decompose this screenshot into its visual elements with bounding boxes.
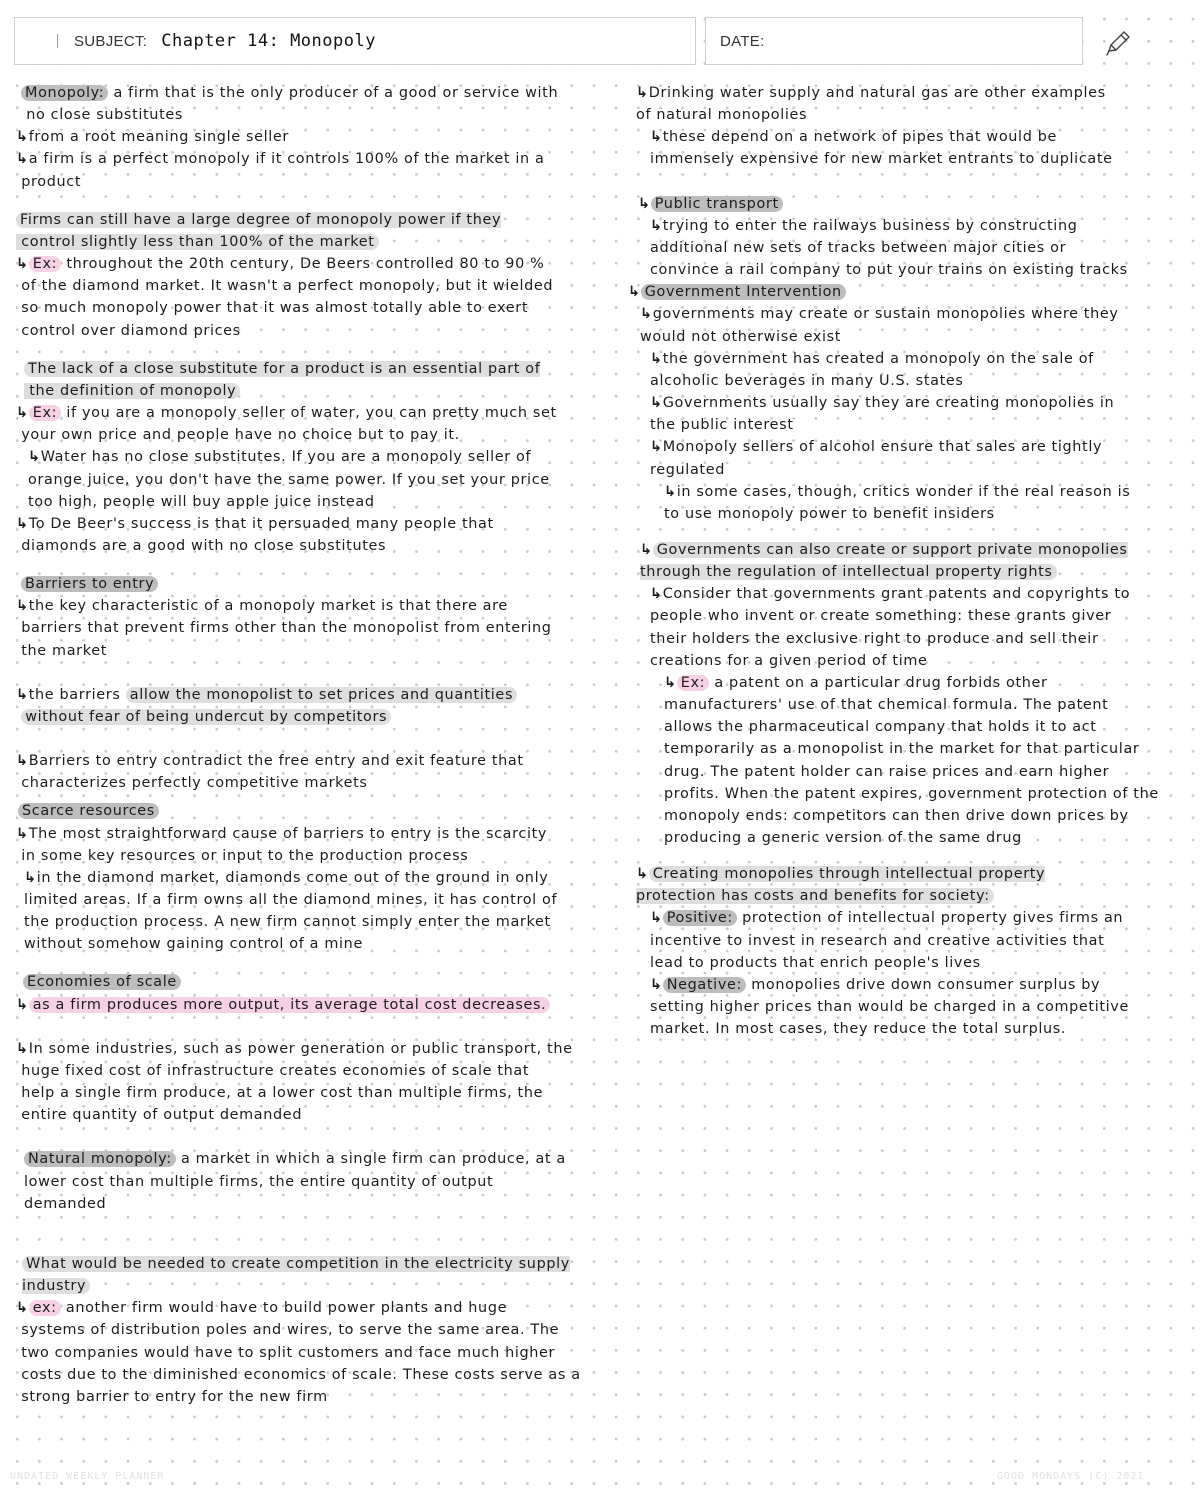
bullet-arrow-icon: ↳ [638,195,651,212]
note-block [16,867,616,956]
highlighted-note: allow the monopolist to set prices and quantities [126,687,517,703]
note-text: a market in which a single firm can produce, at a lower cost than multiple firms, the entire quantity of output demanded [24,1151,566,1212]
note-block [16,823,616,867]
note-block [16,82,616,126]
bullet-arrow-icon: ↳ [650,910,663,927]
bullet-arrow-icon: ↳ [650,395,663,412]
note-block [16,342,616,402]
note-text: these depend on a network of pipes that would be immensely expensive for new market entrants to duplicate [650,129,1113,168]
note-block [628,82,1188,126]
note-text: from a root meaning single seller [28,129,289,146]
notes-left-column [16,82,616,1408]
highlighted-note: What would be needed to create competition in the electricity supply industry [22,1255,570,1295]
note-text: Barriers to entry contradict the free entry and exit feature that characterizes perfectly competitive markets [21,753,524,792]
bullet-arrow-icon: ↳ [16,256,29,273]
note-block [628,436,1188,480]
note-text: The most straightforward cause of barriers to entry is the scarcity in some key resources or input to the production process [21,825,548,864]
bullet-arrow-icon: ↳ [636,85,649,101]
note-block [628,849,1188,907]
note-block [628,281,1188,303]
highlighted-note: Firms can still have a large degree of monopoly power if they control slightly less than 100% of the market [16,212,501,250]
highlighted-note: Governments can also create or support private monopolies through the regulation of intellectual property rights [640,541,1128,581]
bullet-arrow-icon: ↳ [16,151,29,168]
note-text: Consider that governments grant patents and copyrights to people who invent or create something: these grants giver their holders the exclusive right to produce and sell their creations for a given period of time [650,586,1131,669]
note-text: in some cases, though, critics wonder if the real reason is to use monopoly power to benefit insiders [664,483,1131,522]
note-block [628,392,1188,436]
note-text: Water has no close substitutes. If you are a monopoly seller of orange juice, you don't have the same power. If you set your price too high, people will buy apple juice instead [28,449,550,510]
highlighted-term: Monopoly: [21,85,108,101]
note-text: a firm that is the only producer of a good or service with no close substitutes [26,85,559,124]
note-block [628,672,1188,849]
bullet-arrow-icon: ↳ [650,217,663,234]
note-block [628,303,1188,347]
bullet-arrow-icon: ↳ [650,350,663,367]
bullet-arrow-icon: ↳ [16,753,29,770]
highlighted-term: Negative: [663,977,746,993]
subject-label: SUBJECT: [74,32,148,50]
pink-highlight: Ex: [29,405,61,421]
bullet-arrow-icon: ↳ [24,869,37,886]
bullet-arrow-icon: ↳ [16,598,29,615]
bullet-arrow-icon: ↳ [650,439,663,456]
note-block [628,171,1188,215]
bullet-arrow-icon: ↳ [16,686,29,703]
note-text: the key characteristic of a monopoly market is that there are barriers that prevent firms other than the monopolist from entering the market [21,598,552,659]
highlighted-term: Government Intervention [641,284,846,300]
pink-highlight: as a firm produces more output, its average total cost decreases. [29,997,551,1013]
bullet-arrow-icon: ↳ [16,515,29,532]
note-block [16,253,616,342]
note-block [16,148,616,192]
note-block [628,525,1188,583]
highlighted-note: Creating monopolies through intellectual property protection has costs and benefits for society: [636,866,1046,905]
note-block [16,994,616,1016]
note-text: In some industries, such as power generation or public transport, the huge fixed cost of infrastructure creates economies of scale that help a single firm produce, at a lower cost than multiple firms, the entire quantity of output demanded [21,1040,573,1124]
note-block [16,557,616,595]
date-label: DATE: [720,32,765,50]
note-text: governments may create or sustain monopolies where they would not otherwise exist [640,306,1119,345]
footer-brand-left: UNDATED WEEKLY PLANNER [10,1471,165,1482]
note-text: monopolies drive down consumer surplus by setting higher prices than would be charged in a competitive market. In most cases, they reduce the total surplus. [650,976,1129,1038]
note-block [16,1126,616,1214]
note-text: trying to enter the railways business by constructing additional new sets of tracks between major cities or convince a rail company to put your trains on existing tracks [650,217,1128,279]
note-block [16,402,616,446]
highlighted-term: Scarce resources [18,803,159,819]
bullet-arrow-icon: ↳ [16,825,29,842]
note-block [16,1016,616,1127]
note-block [16,1215,616,1297]
note-block [16,595,616,661]
note-block [16,794,616,822]
note-block [16,728,616,794]
note-text: Drinking water supply and natural gas are other examples of natural monopolies [636,85,1106,124]
highlighted-term: Positive: [663,910,737,926]
bullet-arrow-icon: ↳ [16,996,29,1013]
note-block [16,446,616,512]
pencil-icon[interactable] [1103,28,1133,58]
note-text: another firm would have to build power plants and huge systems of distribution poles and wires, to serve the same area. The two companies would have to split customers and face much higher costs due to the diminished economics of scale. These costs serve as a strong barrier to entry for the new firm [21,1300,581,1405]
note-text: the government has created a monopoly on the sale of alcoholic beverages in many U.S. states [650,350,1094,389]
bullet-arrow-icon: ↳ [664,674,677,691]
bullet-arrow-icon: ↳ [650,976,663,993]
note-block [16,513,616,557]
note-text: throughout the 20th century, De Beers controlled 80 to 90 % of the diamond market. It wasn't a perfect monopoly, but it wielded so much monopoly power that it was almost totally able to exert control over diamond prices [21,256,554,339]
bullet-arrow-icon: ↳ [16,405,29,422]
note-block [628,583,1188,672]
subject-field[interactable] [14,17,696,65]
note-text: if you are a monopoly seller of water, you can pretty much set your own price and people have no choice but to pay it. [21,405,557,444]
note-text: To De Beer's success is that it persuaded many people that diamonds are a good with no close substitutes [21,515,494,554]
bullet-arrow-icon: ↳ [16,1040,29,1057]
note-text: a patent on a particular drug forbids other manufacturers' use of that chemical formula. The patent allows the pharmaceutical company that holds it to act temporarily as a monopolist in the market for that particular drug. The patent holder can raise prices and earn higher profits. When the patent expires, government protection of the monopoly ends: competitors can then drive down prices by producing a generic version of the same drug [664,674,1159,846]
highlighted-note: The lack of a close substitute for a product is an essential part of the definition of monopoly [24,361,540,399]
footer-brand-right: GOOD MONDAYS (C) 2021 [997,1471,1145,1482]
note-text: the barriers [28,686,126,703]
bullet-arrow-icon: ↳ [16,1300,29,1317]
bullet-arrow-icon: ↳ [640,306,653,323]
note-block [628,348,1188,392]
note-block [16,955,616,993]
bullet-arrow-icon: ↳ [628,284,641,301]
note-block [628,907,1188,973]
note-block [628,481,1188,525]
note-text: in the diamond market, diamonds come out of the ground in only limited areas. If a firm owns all the diamond mines, it has control of the production process. A new firm cannot simply enter the market without somehow gaining control of a mine [24,869,558,953]
note-block [16,193,616,253]
note-block [16,1297,616,1408]
highlighted-term: Economies of scale [23,974,181,990]
pink-highlight: Ex: [677,675,709,691]
pencil-icon-graphic [1103,28,1133,58]
bullet-arrow-icon: ↳ [650,129,663,146]
bullet-arrow-icon: ↳ [636,866,649,883]
bullet-arrow-icon: ↳ [664,483,677,500]
note-block [628,126,1188,170]
note-block [16,662,616,728]
highlighted-term: Public transport [651,196,783,212]
note-block [628,974,1188,1040]
pink-highlight: ex: [29,1300,61,1316]
date-field[interactable] [705,17,1083,65]
note-block [628,215,1188,281]
field-divider [57,34,58,48]
note-block [16,126,616,148]
bullet-arrow-icon: ↳ [650,586,663,603]
highlighted-term: Natural monopoly: [24,1151,176,1167]
bullet-arrow-icon: ↳ [16,129,29,146]
subject-value[interactable]: Chapter 14: Monopoly [161,31,376,51]
bullet-arrow-icon: ↳ [640,541,653,558]
note-text: Governments usually say they are creating monopolies in the public interest [650,395,1115,434]
bullet-arrow-icon: ↳ [28,449,41,466]
highlighted-term: Barriers to entry [21,576,158,592]
notes-right-column [628,82,1188,1040]
highlighted-note: without fear of being undercut by competitors [21,709,391,725]
note-text: a firm is a perfect monopoly if it controls 100% of the market in a product [21,151,545,190]
note-text: protection of intellectual property gives firms an incentive to invest in research and creative activities that lead to products that enrich people's lives [650,910,1124,971]
note-text: Monopoly sellers of alcohol ensure that sales are tightly regulated [650,439,1103,478]
pink-highlight: Ex: [29,256,61,272]
